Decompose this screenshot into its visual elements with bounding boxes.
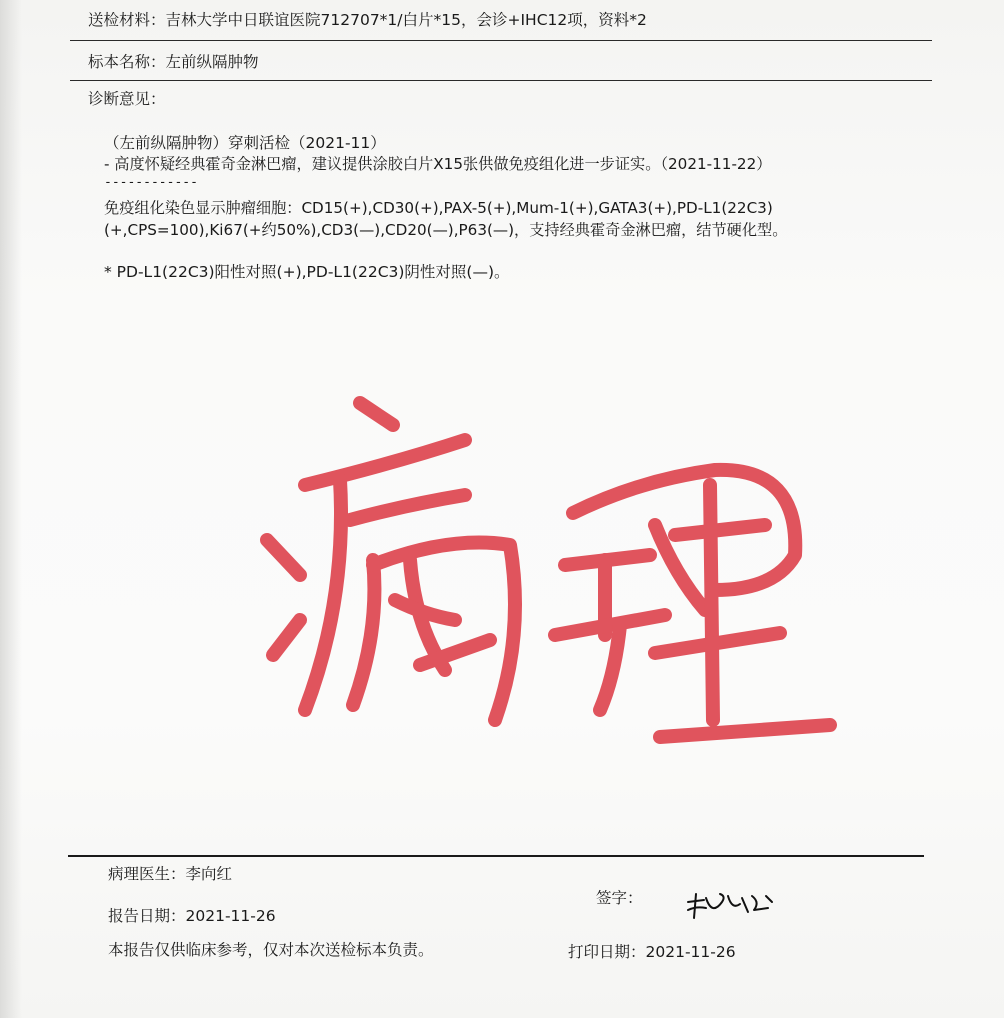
header-divider-1 xyxy=(70,40,932,41)
material-value: 吉林大学中日联谊医院712707*1/白片*15，会诊+IHC12项，资料*2 xyxy=(165,11,647,29)
pathology-stamp xyxy=(255,385,855,765)
stamp-stroke xyxy=(267,540,300,575)
stamp-stroke xyxy=(655,633,780,653)
specimen-row xyxy=(88,52,259,72)
print-date-label: 打印日期： xyxy=(568,943,646,961)
report-date: 2021-11-26 xyxy=(185,907,276,925)
ihc-line-2: (+,CPS=100),Ki67(+约50%),CD3(—),CD20(—),P63(—)，支持经典霍奇金淋巴瘤，结节硬化型。 xyxy=(104,221,788,239)
disclaimer: 本报告仅供临床参考，仅对本次送检标本负责。 xyxy=(108,941,434,959)
stamp-stroke xyxy=(660,725,830,737)
ihc-line-1: 免疫组化染色显示肿瘤细胞：CD15(+),CD30(+),PAX-5(+),Mum-1(+),GATA3(+),PD-L1(22C3) xyxy=(104,199,773,217)
diagnosis-line-2: - 高度怀疑经典霍奇金淋巴瘤，建议提供涂胶白片X15张供做免疫组化进一步证实。（2021-11-22） xyxy=(104,155,772,173)
doctor-label: 病理医生： xyxy=(108,865,186,883)
stamp-stroke xyxy=(373,543,515,721)
stamp-stroke xyxy=(305,440,465,485)
diagnosis-heading: 诊断意见： xyxy=(88,90,166,108)
header-divider-2 xyxy=(70,80,932,81)
control-note: * PD-L1(22C3)阳性对照(+),PD-L1(22C3)阴性对照(—)。 xyxy=(104,263,510,281)
diagnosis-divider: ------------ xyxy=(104,175,198,190)
stamp-stroke xyxy=(350,495,465,520)
diagnosis-line-1: （左前纵隔肿物）穿刺活检（2021-11） xyxy=(104,134,386,152)
print-date-row xyxy=(568,942,736,962)
report-date-row xyxy=(108,906,276,926)
sign-label: 签字： xyxy=(596,889,643,907)
doctor-row xyxy=(108,864,232,884)
report-date-label: 报告日期： xyxy=(108,907,186,925)
stamp-stroke xyxy=(555,615,665,635)
specimen-value: 左前纵隔肿物 xyxy=(165,53,259,71)
stamp-stroke xyxy=(395,600,455,620)
material-row xyxy=(88,10,647,30)
stamp-stroke xyxy=(675,525,765,535)
handwritten-signature xyxy=(682,888,778,924)
stamp-stroke xyxy=(353,560,374,705)
specimen-label: 标本名称： xyxy=(88,53,166,71)
footer-divider xyxy=(68,855,924,857)
page-fold-shadow xyxy=(0,0,22,1018)
stamp-stroke xyxy=(360,403,393,425)
stamp-stroke xyxy=(710,485,713,720)
stamp-stroke xyxy=(273,620,300,655)
print-date: 2021-11-26 xyxy=(645,943,736,961)
doctor-name: 李向红 xyxy=(185,865,233,883)
stamp-stroke xyxy=(305,480,341,710)
material-label: 送检材料： xyxy=(88,11,166,29)
